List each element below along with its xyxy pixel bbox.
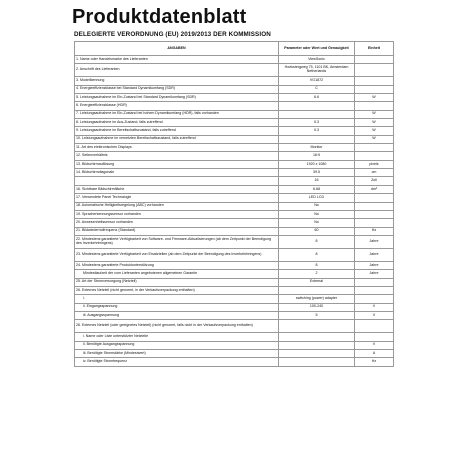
- row-value: No: [279, 219, 355, 227]
- row-value: LED LCD: [279, 194, 355, 202]
- table-row: [75, 152, 394, 160]
- table-row: [75, 278, 394, 286]
- row-value: [279, 349, 355, 357]
- row-unit: [355, 102, 394, 110]
- row-value: External: [279, 278, 355, 286]
- row-description: 26. Externes Netzteil (nicht genormt, in der Verkaufsverpackung enthalten): [75, 286, 279, 294]
- table-row: [75, 144, 394, 152]
- row-unit: [355, 152, 394, 160]
- table-row: [75, 341, 394, 349]
- table-row: [75, 311, 394, 319]
- table-row: [75, 135, 394, 143]
- row-unit: cm: [355, 169, 394, 177]
- row-unit: Zoll: [355, 177, 394, 185]
- row-value: [279, 110, 355, 118]
- table-row: [75, 358, 394, 366]
- row-value: switching (power) adapter: [279, 295, 355, 303]
- row-unit: W: [355, 135, 394, 143]
- table-row: [75, 270, 394, 278]
- row-description: 13. Bildschirmauflösung: [75, 160, 279, 168]
- row-description: 21. Bildwiederholfrequenz (Standard): [75, 227, 279, 235]
- header-einheit: Einheit: [355, 42, 394, 56]
- row-description: ii. Eingangsspannung: [75, 303, 279, 311]
- table-row: [75, 320, 394, 333]
- row-value: 16:9: [279, 152, 355, 160]
- row-unit: [355, 278, 394, 286]
- row-unit: V: [355, 311, 394, 319]
- row-description: i. Name oder Liste unterstützter Netzteile: [75, 333, 279, 341]
- table-row: [75, 77, 394, 85]
- row-unit: W: [355, 127, 394, 135]
- row-unit: Jahre: [355, 235, 394, 248]
- row-unit: dm²: [355, 185, 394, 193]
- row-unit: Hz: [355, 227, 394, 235]
- row-unit: [355, 194, 394, 202]
- row-description: 4. Energieeffizienzklasse bei Standard Dynamikumfang (SDR): [75, 85, 279, 93]
- row-value: 6.6: [279, 94, 355, 102]
- table-body: [75, 56, 394, 367]
- row-value: 60: [279, 227, 355, 235]
- row-value: No: [279, 210, 355, 218]
- row-description: 20. Anwesenheitssensor vorhanden: [75, 219, 279, 227]
- row-unit: [355, 320, 394, 333]
- row-description: iii. Ausgangsspannung: [75, 311, 279, 319]
- row-description: 11. Art des elektronischen Displays: [75, 144, 279, 152]
- row-value: 16: [279, 177, 355, 185]
- table-row: [75, 227, 394, 235]
- row-description: 23. Mindestens garantierte Verfügbarkeit von Ersatzteilen (ab dem Zeitpunkt der Beendigung des Inverkehrbringens): [75, 248, 279, 261]
- row-unit: W: [355, 94, 394, 102]
- table-row: [75, 261, 394, 269]
- row-value: VG1872: [279, 77, 355, 85]
- table-row: [75, 102, 394, 110]
- row-unit: [355, 144, 394, 152]
- row-unit: V: [355, 341, 394, 349]
- table-row: [75, 202, 394, 210]
- row-value: 2: [279, 270, 355, 278]
- row-unit: Jahre: [355, 270, 394, 278]
- row-unit: W: [355, 110, 394, 118]
- row-value: 0.3: [279, 119, 355, 127]
- row-value: No: [279, 202, 355, 210]
- row-description: 8. Leistungsaufnahme im Aus-Zustand, falls zutreffend: [75, 119, 279, 127]
- row-value: 8: [279, 248, 355, 261]
- row-value: ViewSonic: [279, 56, 355, 64]
- row-description: 17. Verwendete Panel Technologie: [75, 194, 279, 202]
- row-value: 1920 x 1080: [279, 160, 355, 168]
- row-description: 12. Seitenverhältnis: [75, 152, 279, 160]
- table-row: [75, 169, 394, 177]
- row-description: 6. Energieeffizienzklasse (HDR): [75, 102, 279, 110]
- document-title: Produktdatenblatt: [72, 6, 247, 28]
- row-description: 22. Mindestens garantierte Verfügbarkeit von Software- und Firmware-Aktualisierungen (ab dem Zeitpunkt der Beendigung des Inverkehrbringens): [75, 235, 279, 248]
- row-description: 25. Art der Stromversorgung (Netzteil): [75, 278, 279, 286]
- row-description: 19. Spracherkennungssensor vorhanden: [75, 210, 279, 218]
- row-description: 14. Bildschirmdiagonale: [75, 169, 279, 177]
- row-unit: [355, 295, 394, 303]
- row-value: [279, 358, 355, 366]
- header-parameter: Parameter oder Wert und Genauigkeit: [279, 42, 355, 56]
- row-description: iii. Benötigte Stromstärke (Mindestwert): [75, 349, 279, 357]
- table-row: [75, 295, 394, 303]
- row-description: 2. Anschrift des Lieferanten: [75, 64, 279, 77]
- header-angaben: ANGABEN: [75, 42, 279, 56]
- row-unit: [355, 202, 394, 210]
- table-row: [75, 303, 394, 311]
- row-description: Mindestlaufzeit der vom Lieferanten angebotenen allgemeinen Garantie: [75, 270, 279, 278]
- row-description: 7. Leistungsaufnahme im Ein-Zustand bei hohem Dynamikumfang (HDR), falls vorhanden: [75, 110, 279, 118]
- table-row: [75, 185, 394, 193]
- table-row: [75, 127, 394, 135]
- row-value: C: [279, 85, 355, 93]
- table-row: [75, 248, 394, 261]
- table-row: [75, 85, 394, 93]
- row-description: i.: [75, 295, 279, 303]
- row-unit: A: [355, 349, 394, 357]
- row-unit: [355, 56, 394, 64]
- row-description: 5. Leistungsaufnahme im Ein-Zustand bei Standard Dynamikumfang (SDR): [75, 94, 279, 102]
- row-description: [75, 177, 279, 185]
- table-row: [75, 177, 394, 185]
- table-row: [75, 110, 394, 118]
- row-unit: Jahre: [355, 261, 394, 269]
- row-value: 0.3: [279, 127, 355, 135]
- row-value: 8: [279, 261, 355, 269]
- row-value: [279, 341, 355, 349]
- row-description: iv. Benötigte Stromfrequenz: [75, 358, 279, 366]
- row-value: Monitor: [279, 144, 355, 152]
- table-row: [75, 349, 394, 357]
- row-unit: W: [355, 119, 394, 127]
- row-description: 16. Sichtbare Bildschirmfläche: [75, 185, 279, 193]
- row-value: Hoekstergweg 75, 1101 BK, Amsterdam Netherlands: [279, 64, 355, 77]
- row-value: [279, 135, 355, 143]
- table-row: [75, 219, 394, 227]
- row-description: ii. Benötigte Ausgangsspannung: [75, 341, 279, 349]
- product-data-table: [74, 41, 394, 367]
- row-value: 6.68: [279, 185, 355, 193]
- table-row: [75, 119, 394, 127]
- row-value: [279, 286, 355, 294]
- table-row: [75, 235, 394, 248]
- row-description: 24. Mindestens garantierte Produktunterstützung: [75, 261, 279, 269]
- table-row: [75, 194, 394, 202]
- row-value: [279, 320, 355, 333]
- table-row: [75, 333, 394, 341]
- row-value: 39.5: [279, 169, 355, 177]
- row-description: 26. Externes Netzteil (oder geeignetes Netzteil) (nicht genormt, falls nicht in der Verkaufsverpackung enthalten): [75, 320, 279, 333]
- row-value: [279, 333, 355, 341]
- row-value: 8: [279, 235, 355, 248]
- row-value: 5: [279, 311, 355, 319]
- row-unit: pixels: [355, 160, 394, 168]
- row-unit: [355, 85, 394, 93]
- row-description: 10. Leistungsaufnahme im vernetzten Bereitschaftszustand, falls zutreffend: [75, 135, 279, 143]
- row-unit: [355, 210, 394, 218]
- row-description: 1. Name oder Handelsmarke des Lieferanten: [75, 56, 279, 64]
- row-unit: Hz: [355, 358, 394, 366]
- row-unit: [355, 219, 394, 227]
- row-unit: [355, 286, 394, 294]
- row-unit: [355, 333, 394, 341]
- row-description: 18. Automatische Helligkeitsregelung (ABC) vorhanden: [75, 202, 279, 210]
- table-row: [75, 286, 394, 294]
- table-row: [75, 64, 394, 77]
- row-value: [279, 102, 355, 110]
- table-header-row: [75, 42, 394, 56]
- row-description: 9. Leistungsaufnahme im Bereitschaftszustand, falls zutreffend: [75, 127, 279, 135]
- document-subtitle: DELEGIERTE VERORDNUNG (EU) 2019/2013 DER KOMMISSION: [74, 31, 271, 38]
- table-row: [75, 94, 394, 102]
- table-row: [75, 210, 394, 218]
- row-unit: [355, 77, 394, 85]
- row-description: 3. Modellkennung: [75, 77, 279, 85]
- table-row: [75, 56, 394, 64]
- table-row: [75, 160, 394, 168]
- row-unit: [355, 64, 394, 77]
- row-unit: V: [355, 303, 394, 311]
- row-value: 100-240: [279, 303, 355, 311]
- row-unit: Jahre: [355, 248, 394, 261]
